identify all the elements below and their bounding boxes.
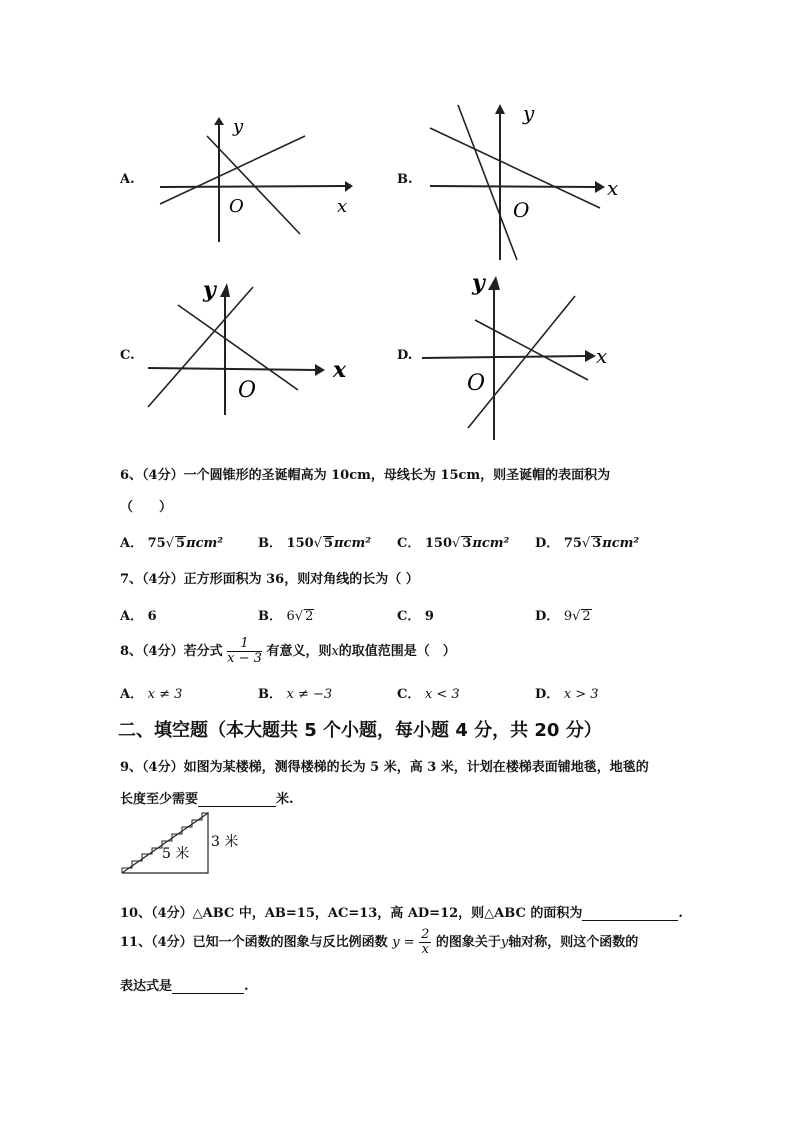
q6-text: 一个圆锥形的圣诞帽高为 10cm，母线长为 15cm，则圣诞帽的表面积为 — [183, 468, 611, 483]
q9-answer-blank[interactable] — [198, 793, 276, 807]
y-label: y — [523, 101, 535, 125]
origin-label: O — [229, 196, 244, 217]
q11-line2: 表达式是 . — [120, 979, 249, 994]
q6-question — [120, 464, 610, 483]
origin-label: O — [513, 198, 530, 222]
line-1 — [160, 136, 305, 204]
option-radicand: 3 — [592, 536, 602, 551]
option-radicand: 5 — [323, 536, 334, 551]
q5-graph-b — [425, 100, 625, 269]
q6-option-c[interactable]: C． 150√ 3πcm² — [397, 536, 510, 551]
q5-graph-d — [420, 268, 620, 447]
q5-graph-c — [143, 275, 353, 419]
x-label: x — [337, 196, 348, 217]
q5-option-c-label: C. — [120, 348, 135, 363]
q6-option-a[interactable]: A． 75√ 5πcm² — [120, 536, 223, 551]
option-radicand: 5 — [176, 536, 186, 551]
y-label: y — [472, 270, 485, 296]
option-letter: B． — [258, 536, 282, 551]
q8-option-c[interactable]: C． x < 3 — [397, 687, 460, 702]
q5-option-b-label: B. — [397, 172, 413, 187]
x-label: x — [333, 357, 347, 383]
section-title: 二、填空题（本大题共 5 个小题，每小题 4 分，共 20 分） — [118, 720, 602, 741]
q9-staircase-figure — [118, 808, 248, 882]
x-axis — [160, 186, 345, 187]
line-1 — [430, 128, 600, 208]
q9-line2: 长度至少需要 米. — [120, 792, 294, 807]
option-coef: 150 — [286, 536, 314, 551]
q8-question: 8、（4分）若分式 $\frac{1}{x - 3}$ 有意义，则x的取值范围是（ ） — [120, 636, 456, 666]
q5-graph-a — [155, 112, 355, 251]
option-unit: πcm² — [334, 536, 371, 551]
option-unit: πcm² — [472, 536, 510, 551]
q10-question: 10、（4分）△ABC 中，AB=15，AC=13，高 AD=12，则△ABC 的面积为 . — [120, 906, 683, 921]
option-unit: πcm² — [602, 536, 640, 551]
q8-option-a[interactable]: A． x ≠ 3 — [120, 687, 183, 702]
y-label: y — [233, 116, 244, 137]
origin-label: O — [467, 371, 486, 396]
option-letter: D． — [535, 536, 560, 551]
q9-line1: 9、（4分）如图为某楼梯，测得楼梯的长为 5 米，高 3 米，计划在楼梯表面铺地毯，地毯的 — [120, 760, 649, 775]
option-coef: 75 — [147, 536, 166, 551]
line-2 — [475, 320, 588, 380]
x-axis — [430, 186, 595, 187]
q6-option-d[interactable]: D． 75√ 3πcm² — [535, 536, 640, 551]
option-coef: 150 — [424, 536, 453, 551]
q10-answer-blank[interactable] — [582, 907, 678, 921]
q7-prefix: 7、（4分） — [120, 572, 184, 587]
x-label: x — [596, 344, 608, 368]
q7-text: 正方形面积为 36，则对角线的长为（ ） — [183, 572, 419, 587]
origin-label: O — [238, 378, 257, 403]
option-unit: πcm² — [186, 536, 223, 551]
q7-option-c[interactable]: C． 9 — [397, 609, 434, 624]
q7-option-a[interactable]: A． 6 — [120, 609, 157, 624]
q8-fraction: $\frac{1}{x - 3}$ — [227, 636, 262, 666]
q6-option-b[interactable]: B． 150√ 5πcm² — [258, 536, 371, 551]
line-1 — [468, 296, 575, 428]
line-2 — [207, 136, 300, 234]
line-2 — [458, 105, 517, 260]
option-coef: 75 — [563, 536, 582, 551]
q7-question — [120, 568, 419, 587]
y-label: y — [203, 277, 216, 303]
q8-option-b[interactable]: B． x ≠ −3 — [258, 687, 333, 702]
hypotenuse-label: 5 米 — [162, 846, 190, 862]
q7-option-d[interactable]: D． 9√ 2 — [535, 609, 591, 624]
height-label: 3 米 — [211, 834, 239, 850]
q5-option-d-label: D. — [397, 348, 413, 363]
q8-option-d[interactable]: D． x > 3 — [535, 687, 599, 702]
q7-option-b[interactable]: B． 6√ 2 — [258, 609, 314, 624]
x-axis — [422, 356, 585, 358]
q6-paren: （ ） — [120, 500, 173, 515]
x-axis — [148, 368, 315, 370]
option-radicand: 3 — [462, 536, 472, 551]
q11-answer-blank[interactable] — [172, 980, 244, 994]
q11-line1: 11、（4分）已知一个函数的图象与反比例函数 y = $\frac{2}{x}$ 的图象关于y轴对称，则这个函数的 — [120, 927, 639, 957]
option-letter: A． — [120, 536, 144, 551]
x-label: x — [607, 176, 619, 200]
q11-fraction: $\frac{2}{x}$ — [421, 927, 430, 957]
option-letter: C． — [397, 536, 421, 551]
q6-prefix: 6、（4分） — [120, 468, 184, 483]
q5-option-a-label: A. — [120, 172, 135, 187]
